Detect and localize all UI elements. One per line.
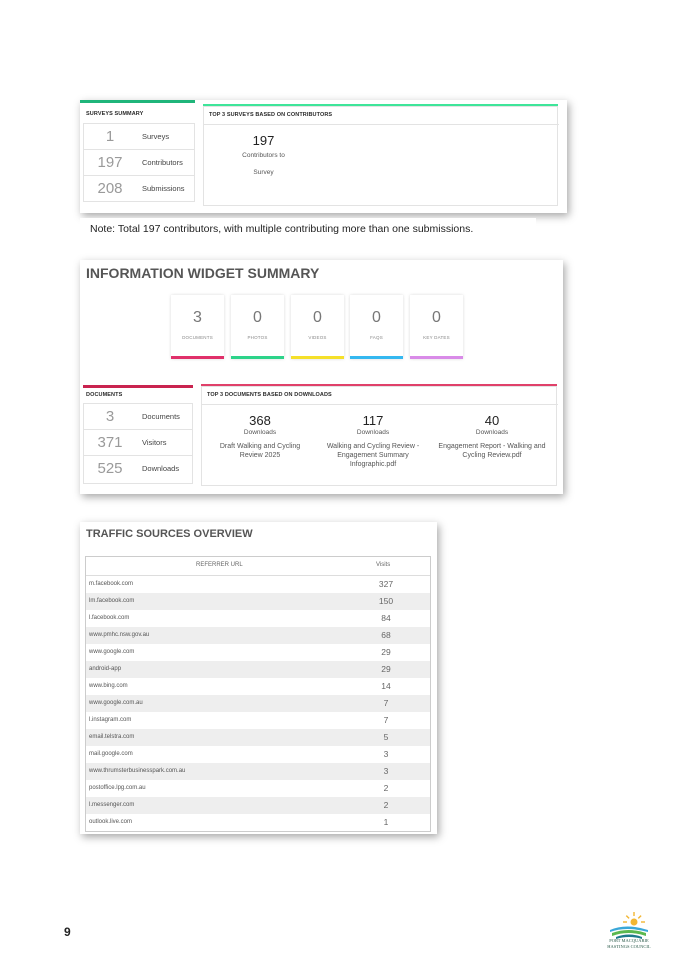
visits-count: 2	[383, 800, 389, 810]
top-surveys-box	[203, 106, 558, 206]
logo-line: PORT MACQUARIE	[609, 938, 649, 943]
surveys-summary-accent	[80, 100, 195, 103]
table-row	[86, 661, 430, 678]
table-row	[86, 678, 430, 695]
referrer-url: email.telstra.com	[89, 734, 135, 740]
stat-label: Contributors	[142, 158, 183, 167]
traffic-sources-card	[80, 522, 437, 834]
documents-heading: DOCUMENTS	[86, 392, 123, 398]
page-number: 9	[64, 925, 71, 939]
table-row	[86, 746, 430, 763]
visits-count: 2	[383, 783, 389, 793]
table-row	[86, 576, 430, 593]
stat-row	[84, 430, 192, 456]
widget-label: DOCUMENTS	[182, 335, 213, 340]
widget-bar	[410, 356, 463, 359]
stat-value: 3	[105, 408, 115, 425]
top-document-item	[208, 413, 312, 460]
referrer-url: www.pmhc.nsw.gov.au	[89, 632, 150, 638]
table-row	[86, 610, 430, 627]
referrer-url: www.bing.com	[89, 683, 128, 689]
download-unit: Downloads	[475, 429, 509, 436]
widget-value: 0	[432, 309, 441, 326]
contributors-note: Note: Total 197 contributors, with multiple contributing more than one submissions.	[80, 218, 536, 240]
visits-count: 7	[383, 698, 389, 708]
visits-count: 150	[378, 596, 394, 606]
widget-documents	[171, 295, 224, 359]
table-row	[86, 627, 430, 644]
referrer-url: l.facebook.com	[89, 615, 130, 621]
top-documents-box	[201, 386, 557, 486]
download-count: 368	[249, 413, 271, 428]
widget-bar	[231, 356, 284, 359]
widget-photos	[231, 295, 284, 359]
table-row	[86, 593, 430, 610]
widget-videos	[291, 295, 344, 359]
download-unit: Downloads	[243, 429, 277, 436]
widget-label: KEY DATES	[423, 335, 450, 340]
table-row	[86, 729, 430, 746]
referrer-url: www.google.com	[89, 649, 135, 655]
stat-label: Visitors	[142, 438, 167, 447]
table-row	[86, 763, 430, 780]
stat-value: 208	[97, 180, 123, 197]
stat-row	[84, 176, 194, 202]
visits-count: 3	[383, 766, 389, 776]
stat-label: Submissions	[142, 184, 185, 193]
table-row	[86, 797, 430, 814]
visits-count: 327	[378, 579, 394, 589]
visits-count: 14	[381, 681, 391, 691]
referrer-url: www.thrumsterbusinesspark.com.au	[89, 768, 186, 774]
stat-label: Documents	[142, 412, 180, 421]
widget-value: 0	[372, 309, 381, 326]
table-body	[86, 576, 430, 831]
logo-line: HASTINGS COUNCIL	[607, 943, 651, 949]
widget-value: 0	[253, 309, 262, 326]
info-widget-title: INFORMATION WIDGET SUMMARY	[86, 265, 320, 281]
column-header-url: REFERRER URL	[196, 562, 243, 568]
table-row	[86, 695, 430, 712]
referrer-url: l.instagram.com	[89, 717, 132, 723]
top-documents-heading: TOP 3 DOCUMENTS BASED ON DOWNLOADS	[207, 392, 332, 398]
stat-value: 371	[97, 434, 123, 451]
information-widget-card	[80, 260, 563, 494]
top-survey-value: 197	[252, 133, 275, 148]
referrer-url: lm.facebook.com	[89, 598, 135, 604]
surveys-summary-card	[80, 100, 567, 213]
documents-accent	[83, 385, 193, 388]
referrer-url: l.messenger.com	[89, 802, 135, 808]
referrer-url: m.facebook.com	[89, 581, 134, 587]
widget-label: VIDEOS	[308, 335, 327, 340]
download-count: 40	[484, 413, 500, 428]
stat-value: 525	[97, 460, 123, 477]
stat-row	[84, 124, 194, 150]
table-row	[86, 780, 430, 797]
widget-label: FAQS	[370, 335, 383, 340]
stat-row	[84, 404, 192, 430]
visits-count: 3	[383, 749, 389, 759]
stat-value: 197	[97, 154, 123, 171]
document-name: Walking and Cycling Review - Engagement Summary Infographic.pdf	[326, 443, 420, 468]
widget-label: PHOTOS	[247, 335, 268, 340]
widget-key-dates	[410, 295, 463, 359]
council-logo-text	[598, 938, 660, 949]
widget-bar	[350, 356, 403, 359]
document-name: Engagement Report - Walking and Cycling Review.pdf	[438, 443, 546, 459]
referrer-url: mail.google.com	[89, 751, 133, 757]
widget-bar	[171, 356, 224, 359]
traffic-table	[85, 556, 431, 832]
table-row	[86, 644, 430, 661]
table-row	[86, 814, 430, 831]
surveys-summary-heading: SURVEYS SUMMARY	[86, 111, 144, 117]
table-header	[86, 557, 430, 576]
column-header-visits: Visits	[376, 562, 391, 568]
widget-value: 3	[193, 309, 202, 326]
top-document-item	[434, 413, 550, 460]
visits-count: 29	[381, 647, 391, 657]
stat-row	[84, 456, 192, 482]
stat-label: Surveys	[142, 132, 170, 141]
widget-faqs	[350, 295, 403, 359]
widget-bar	[291, 356, 344, 359]
download-count: 117	[362, 413, 384, 428]
stat-value: 1	[105, 128, 115, 145]
documents-stats-box	[83, 403, 193, 484]
visits-count: 1	[383, 817, 389, 827]
traffic-title: TRAFFIC SOURCES OVERVIEW	[86, 528, 253, 540]
table-row	[86, 712, 430, 729]
widget-value: 0	[313, 309, 322, 326]
download-unit: Downloads	[356, 429, 390, 436]
visits-count: 68	[381, 630, 391, 640]
top-document-item	[320, 413, 426, 469]
top-survey-label: Survey	[253, 169, 274, 176]
referrer-url: outlook.live.com	[89, 819, 133, 825]
document-name: Draft Walking and Cycling Review 2025	[219, 443, 301, 459]
visits-count: 5	[383, 732, 389, 742]
surveys-stats-box	[83, 123, 195, 202]
stat-row	[84, 150, 194, 176]
referrer-url: android-app	[89, 666, 122, 672]
top-surveys-heading: TOP 3 SURVEYS BASED ON CONTRIBUTORS	[209, 112, 333, 118]
referrer-url: postoffice.lpg.com.au	[89, 785, 146, 791]
referrer-url: www.google.com.au	[89, 700, 143, 706]
visits-count: 84	[381, 613, 391, 623]
visits-count: 29	[381, 664, 391, 674]
visits-count: 7	[383, 715, 389, 725]
stat-label: Downloads	[142, 464, 180, 473]
top-survey-label: Contributors to	[242, 152, 285, 159]
